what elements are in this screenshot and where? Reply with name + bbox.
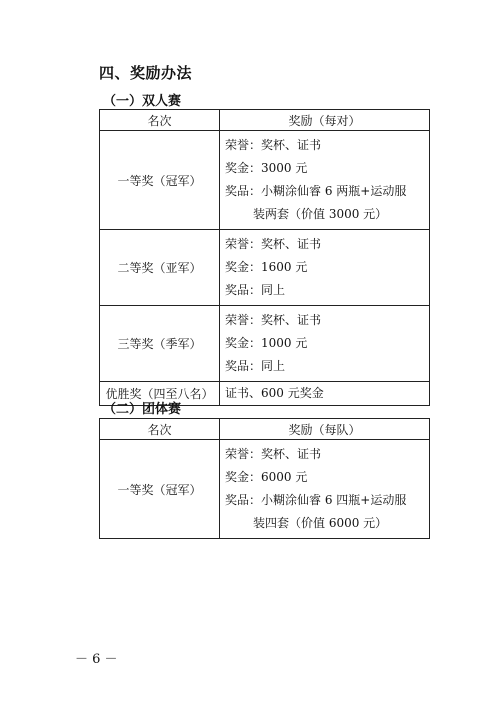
reward-line: 荣誉：奖杯、证书 (225, 447, 322, 461)
rank-first: 一等奖（冠军） (100, 440, 220, 539)
reward-line: 荣誉：奖杯、证书 (225, 138, 322, 152)
reward-first (220, 131, 430, 230)
reward-second (220, 230, 430, 306)
team-title: （二）团体赛 (103, 402, 182, 417)
reward-third (220, 306, 430, 382)
reward-line: 荣誉：奖杯、证书 (225, 313, 322, 327)
header-reward: 奖励（每队） (220, 419, 430, 440)
reward-line: 荣誉：奖杯、证书 (225, 237, 322, 251)
rank-merit: 优胜奖（四至八名） (100, 382, 220, 406)
table-header-row (100, 419, 430, 440)
table-row (100, 131, 430, 230)
header-rank: 名次 (100, 110, 220, 131)
reward-line: 奖品：小糊涂仙睿 6 四瓶+运动服 (225, 493, 407, 507)
header-reward: 奖励（每对） (220, 110, 430, 131)
doubles-title: （一）双人赛 (103, 94, 182, 109)
table-header-row (100, 110, 430, 131)
reward-line: 奖金：3000 元 (225, 161, 308, 175)
section-title: 四、奖励办法 (99, 64, 193, 82)
reward-first (220, 440, 430, 539)
reward-line: 装四套（价值 6000 元） (253, 516, 388, 530)
reward-line: 奖金：1000 元 (225, 336, 308, 350)
reward-line: 证书、600 元奖金 (225, 386, 324, 400)
reward-line: 奖金：1600 元 (225, 260, 308, 274)
table-row (100, 306, 430, 382)
rank-third: 三等奖（季军） (100, 306, 220, 382)
team-award-table (99, 418, 430, 539)
rank-second: 二等奖（亚军） (100, 230, 220, 306)
page-number: － 6 － (75, 652, 118, 667)
reward-line: 装两套（价值 3000 元） (253, 207, 388, 221)
header-rank: 名次 (100, 419, 220, 440)
reward-line: 奖品：同上 (225, 359, 286, 373)
reward-line: 奖品：同上 (225, 283, 286, 297)
reward-merit (220, 382, 430, 406)
table-row (100, 230, 430, 306)
reward-line: 奖金：6000 元 (225, 470, 308, 484)
table-row (100, 440, 430, 539)
doubles-award-table (99, 109, 430, 406)
rank-first: 一等奖（冠军） (100, 131, 220, 230)
reward-line: 奖品：小糊涂仙睿 6 两瓶+运动服 (225, 184, 407, 198)
